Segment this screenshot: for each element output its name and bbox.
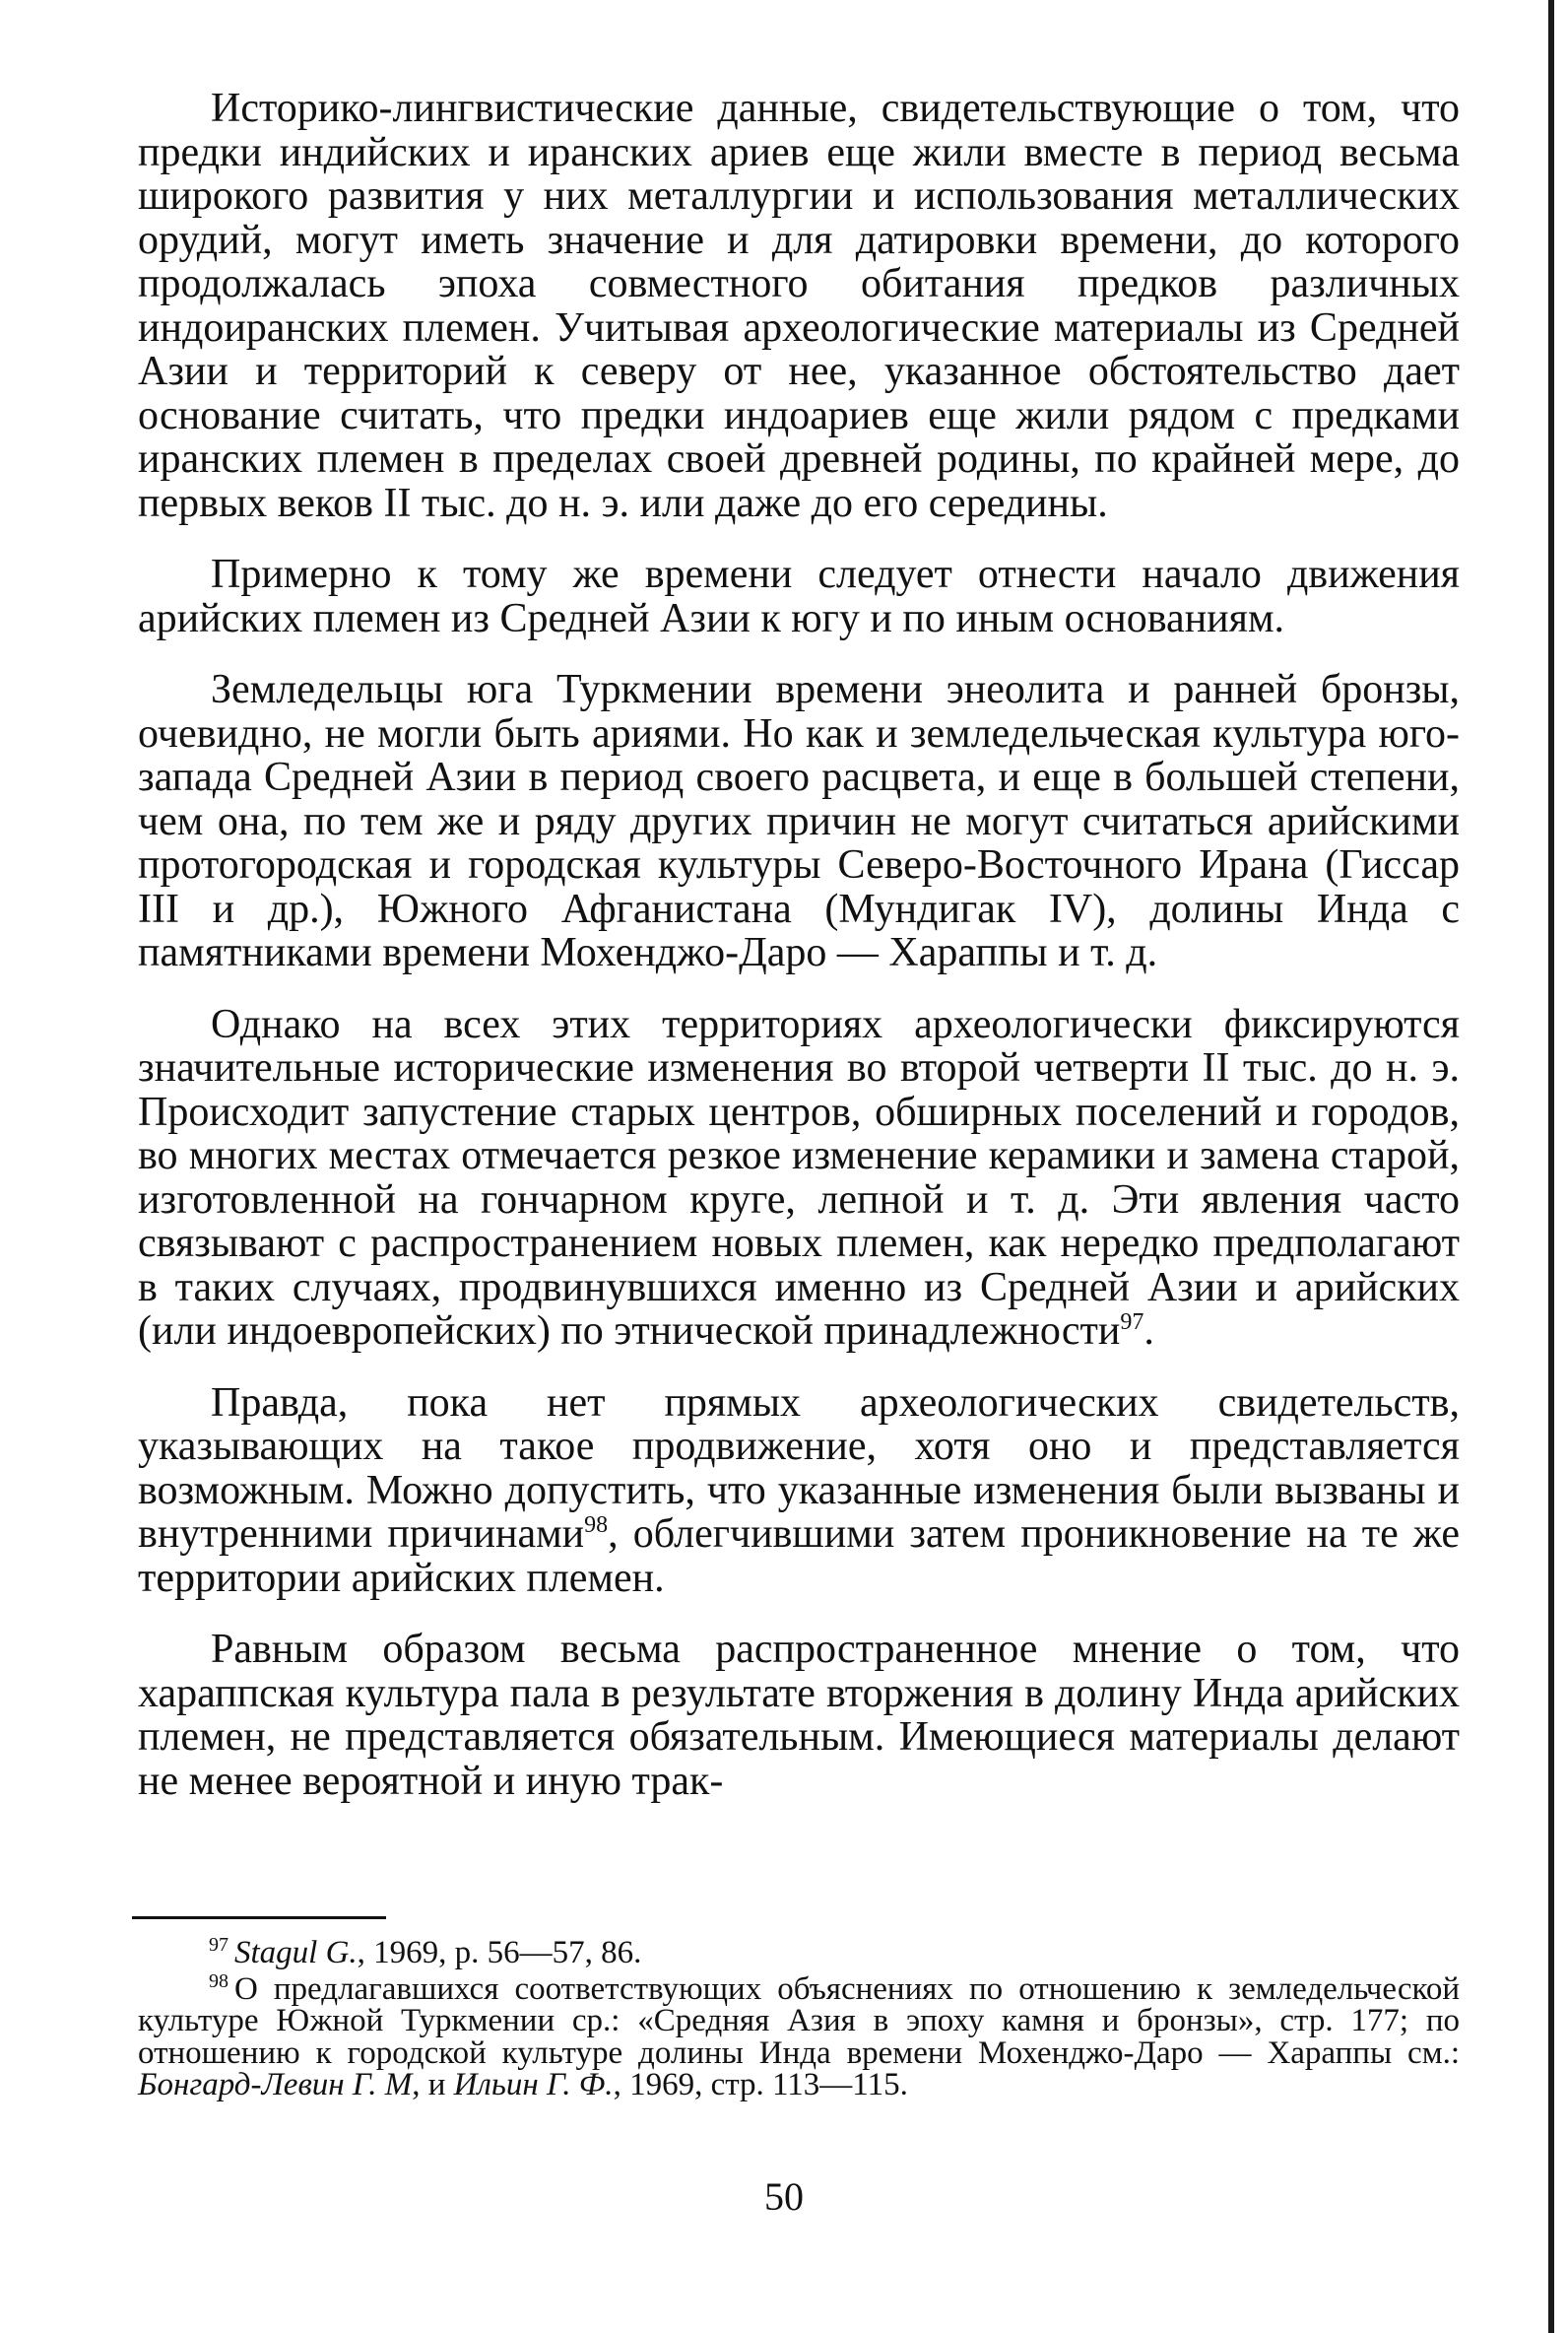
paragraph-3 <box>138 668 1460 975</box>
main-text <box>138 87 1460 1803</box>
footnote-number-97: 97 <box>209 1934 229 1956</box>
footnote-98-text-end: , 1969, стр. 113—115. <box>613 2067 908 2102</box>
paragraph-1 <box>138 87 1460 525</box>
binding-edge <box>1548 0 1554 2333</box>
footnote-98-author-2: Ильин Г. Ф. <box>453 2067 614 2102</box>
footnote-97-author: Stagul G. <box>234 1935 358 1970</box>
paragraph-4-text: Однако на всех этих территориях археологически фиксируются значительные исторические изменения во второй четверти II тыс. до н. э. Происходит запустение старых центров, обширных поселений и городов, во многих местах отмечается резкое изменение керамики и замена старой, изготовленной на гончарном круге, лепной и т. д. Эти явления часто связывают с распространением новых племен, как нередко предполагают в таких случаях, продвинувшихся именно из Средней Азии и арийских (или индоевропейских) по этнической принадлежности <box>138 1001 1460 1354</box>
footnote-98-connector: , и <box>412 2067 454 2102</box>
paragraph-5-text: Правда, пока нет прямых археологических свидетельств, указывающих на такое продвижение, хотя оно и представляется возможным. Можно допустить, что указанные изменения были вызваны и внутренними причинами <box>138 1379 1460 1557</box>
paragraph-2-text: Примерно к тому же времени следует отнести начало движения арийских племен из Средней Азии к югу и по иным основаниям. <box>138 552 1460 641</box>
paragraph-6-text: Равным образом весьма распространенное мнение о том, что хараппская культура пала в результате вторжения в долину Инда арийских племен, не представляется обязательным. Имеющиеся материалы делают не менее вероятной и иную трак- <box>138 1627 1460 1804</box>
paragraph-2 <box>138 553 1460 640</box>
paragraph-4-tail: . <box>1143 1308 1154 1354</box>
footnote-98-author-1: Бонгард-Левин Г. М <box>138 2067 413 2102</box>
paragraph-5-tail: , облегчившими затем проникновение на те же территории арийских племен. <box>138 1511 1461 1601</box>
footnote-ref-98[interactable]: 98 <box>584 1512 609 1538</box>
paragraph-1-text: Историко-лингвистические данные, свидетельствующие о том, что предки индийских и иранских ариев еще жили вместе в период весьма широкого развития у них металлургии и использования металлических орудий, могут иметь значение и для датировки времени, до которого продолжалась эпоха совместного обитания предков различных индоиранских племен. Учитывая археологические материалы из Средней Азии и территорий к северу от нее, указанное обстоятельство дает основание считать, что предки индоариев еще жили рядом с предками иранских племен в пределах своей древней родины, по крайней мере, до первых веков II тыс. до н. э. или даже до его середины. <box>138 86 1460 526</box>
paragraph-3-text: Земледельцы юга Туркмении времени энеолита и ранней бронзы, очевидно, не могли быть ариями. Но как и земледельческая культура юго-запада Средней Азии в период своего расцвета, и еще в большей степени, чем она, по тем же и ряду других причин не могут считаться арийскими протогородская и городская культуры Северо-Восточного Ирана (Гиссар III и др.), Южного Афганистана (Мундигак IV), долины Инда с памятниками времени Мохенджо-Даро — Хараппы и т. д. <box>138 667 1460 975</box>
footnote-97 <box>138 1934 1460 1970</box>
paragraph-5 <box>138 1381 1460 1601</box>
page-number: 50 <box>764 2174 804 2219</box>
footnote-97-text: , 1969, p. 56—57, 86. <box>357 1935 642 1970</box>
footnote-ref-97[interactable]: 97 <box>1120 1309 1144 1335</box>
footnote-98 <box>138 1969 1460 2102</box>
footnotes <box>138 1934 1460 2102</box>
footnote-number-98: 98 <box>209 1969 229 1992</box>
paragraph-6 <box>138 1628 1460 1803</box>
footnote-98-text-start: О предлагавшихся соответствующих объяснениях по отношению к земледельческой культуре Южной Туркмении ср.: «Средняя Азия в эпоху камня и бронзы», стр. 177; по отношению к городской культуре долины Инда времени Мохенджо-Даро — Хараппы см.: <box>138 1970 1460 2071</box>
paragraph-4 <box>138 1003 1460 1354</box>
footnote-divider <box>132 1916 386 1919</box>
